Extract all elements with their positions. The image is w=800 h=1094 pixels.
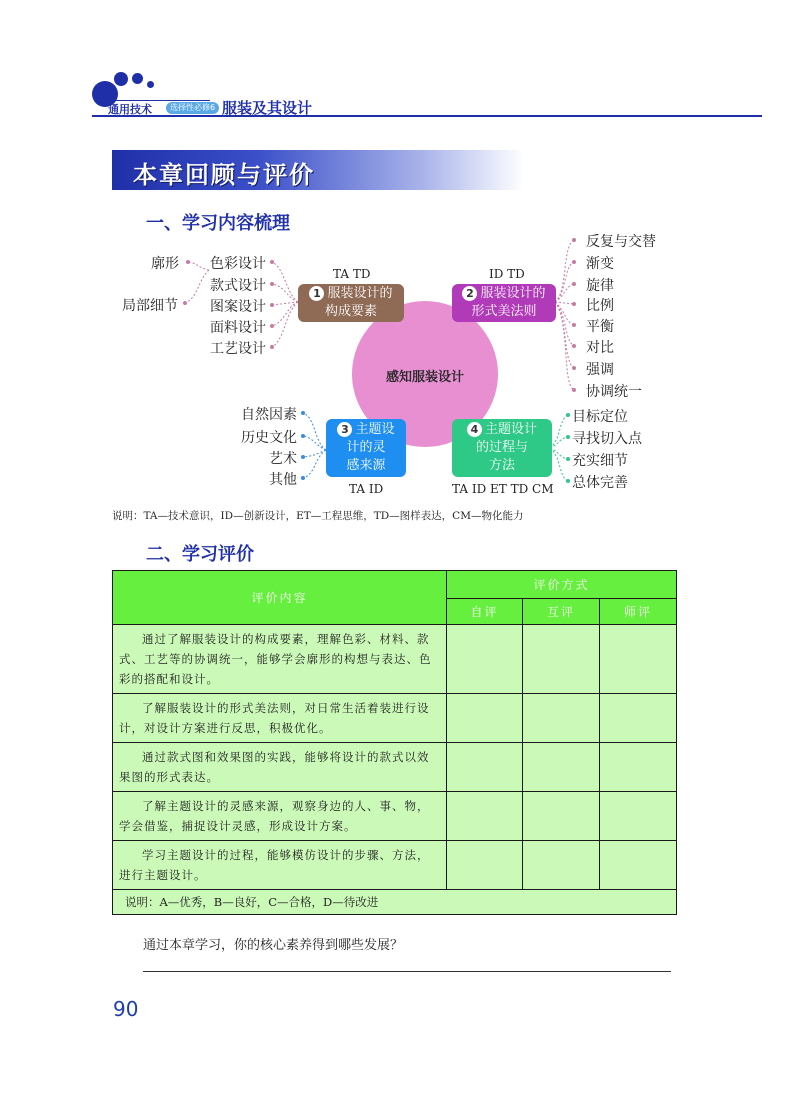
row-content: 通过款式图和效果图的实践，能够将设计的款式以效果图的形式表达。 <box>113 743 447 792</box>
reflection-question: 通过本章学习，你的核心素养得到哪些发展？ <box>143 938 404 953</box>
node3-line3: 感来源 <box>346 458 386 473</box>
node2-item: 旋律 <box>586 278 614 294</box>
cell-self[interactable] <box>447 841 523 890</box>
cell-peer[interactable] <box>523 625 600 694</box>
cell-self[interactable] <box>447 694 523 743</box>
table-row <box>113 625 677 694</box>
node1-line2: 构成要素 <box>324 304 377 319</box>
section-title-content: 一、学习内容梳理 <box>146 213 290 234</box>
node4-item: 总体完善 <box>572 475 628 491</box>
node2-line1: 服装设计的 <box>480 286 546 301</box>
node4-item: 目标定位 <box>572 409 628 425</box>
cell-peer[interactable] <box>523 694 600 743</box>
header-teacher: 师评 <box>600 599 677 625</box>
node3-connectors <box>303 413 326 478</box>
cell-self[interactable] <box>447 625 523 694</box>
answer-line[interactable] <box>143 971 671 972</box>
node1-outer-item: 局部细节 <box>122 298 178 314</box>
header-self: 自评 <box>447 599 523 625</box>
node2-item: 强调 <box>586 362 614 378</box>
mindmap-legend-note: 说明：TA—技术意识，ID—创新设计，ET—工程思维，TD—图样表达，CM—物化能力 <box>112 510 524 522</box>
node2-number: 2 <box>462 286 477 301</box>
cell-teacher[interactable] <box>600 694 677 743</box>
header-badge: 选择性必修6 <box>166 102 219 114</box>
node1-item: 工艺设计 <box>210 341 266 357</box>
cell-peer[interactable] <box>523 792 600 841</box>
cell-peer[interactable] <box>523 841 600 890</box>
node3-item: 艺术 <box>269 451 297 467</box>
table-row <box>113 743 677 792</box>
node2-item: 对比 <box>586 340 614 356</box>
node3-line2: 计的灵 <box>346 440 386 455</box>
node1-item: 面料设计 <box>210 320 266 336</box>
row-content: 了解主题设计的灵感来源，观察身边的人、事、物，学会借鉴，捕捉设计灵感，形成设计方案。 <box>113 792 447 841</box>
mindmap-center-label: 感知服装设计 <box>385 370 464 385</box>
node4-box <box>452 419 552 477</box>
node2-connectors <box>555 240 574 390</box>
cell-teacher[interactable] <box>600 792 677 841</box>
node2-item: 渐变 <box>586 256 614 272</box>
node3-item: 其他 <box>269 472 297 488</box>
row-content: 学习主题设计的过程，能够模仿设计的步骤、方法，进行主题设计。 <box>113 841 447 890</box>
table-header-row <box>113 571 677 599</box>
cell-teacher[interactable] <box>600 841 677 890</box>
node4-line1: 主题设计 <box>484 422 537 437</box>
node2-abbr: ID TD <box>489 267 525 281</box>
node4-abbr: TA ID ET TD CM <box>452 482 554 496</box>
cell-peer[interactable] <box>523 743 600 792</box>
cell-teacher[interactable] <box>600 743 677 792</box>
table-footnote-row <box>113 890 677 915</box>
node2-item: 平衡 <box>586 319 614 335</box>
node3-number: 3 <box>337 422 352 437</box>
node1-box <box>298 284 404 322</box>
row-content: 通过了解服装设计的构成要素，理解色彩、材料、款式、工艺等的协调统一，能够学会廓形的构想与表达、色彩的搭配和设计。 <box>113 625 447 694</box>
header-content: 评价内容 <box>113 571 447 625</box>
node3-box <box>326 419 406 477</box>
header-brand: 通用技术 <box>108 103 152 116</box>
table-row <box>113 841 677 890</box>
node1-outer-item: 廓形 <box>151 256 179 272</box>
page-number: 90 <box>113 997 139 1021</box>
node1-item: 图案设计 <box>210 299 266 315</box>
cell-teacher[interactable] <box>600 625 677 694</box>
node2-item: 反复与交替 <box>586 234 656 250</box>
chapter-title: 本章回顾与评价 <box>133 161 315 189</box>
node4-connectors <box>550 415 568 481</box>
node3-item: 自然因素 <box>241 407 297 423</box>
table-footnote: 说明：A—优秀，B—良好，C—合格，D—待改进 <box>113 890 677 915</box>
cell-self[interactable] <box>447 743 523 792</box>
node3-line1: 主题设 <box>355 422 395 437</box>
node2-item: 比例 <box>586 298 614 314</box>
node2-line2: 形式美法则 <box>471 304 537 319</box>
cell-self[interactable] <box>447 792 523 841</box>
node3-abbr: TA ID <box>349 482 384 496</box>
node3-item: 历史文化 <box>241 430 297 446</box>
node4-line3: 方法 <box>488 458 515 473</box>
node1-item: 色彩设计 <box>210 256 266 272</box>
node4-item: 充实细节 <box>572 453 628 469</box>
node1-line1: 服装设计的 <box>327 286 393 301</box>
node4-item: 寻找切入点 <box>572 431 642 447</box>
row-content: 了解服装设计的形式美法则，对日常生活着装进行设计，对设计方案进行反思，积极优化。 <box>113 694 447 743</box>
node1-number: 1 <box>309 286 324 301</box>
node4-number: 4 <box>467 422 482 437</box>
node2-box <box>452 284 556 322</box>
node1-abbr: TA TD <box>333 267 371 281</box>
header-title: 服装及其设计 <box>222 99 313 117</box>
header-peer: 互评 <box>523 599 600 625</box>
evaluation-table <box>112 570 677 915</box>
section-title-evaluation: 二、学习评价 <box>146 544 254 565</box>
header-method: 评价方式 <box>447 571 677 599</box>
node1-item: 款式设计 <box>210 278 266 294</box>
node2-item: 协调统一 <box>586 384 642 400</box>
table-row <box>113 694 677 743</box>
node4-line2: 的过程与 <box>475 440 528 455</box>
table-row <box>113 792 677 841</box>
